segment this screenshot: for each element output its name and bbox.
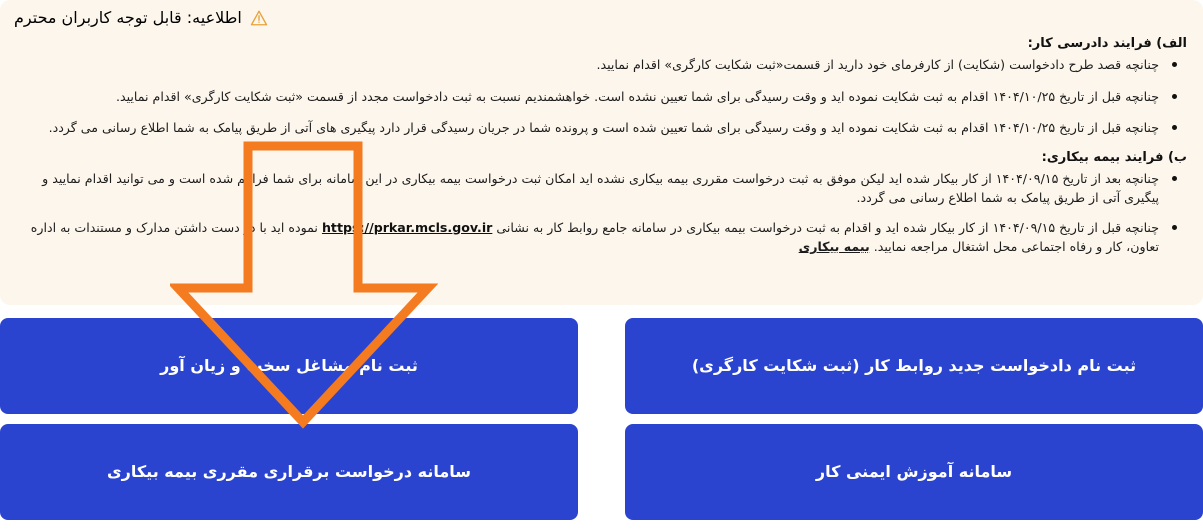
- unemployment-insurance-emphasis: بیمه بیکاری: [798, 239, 870, 255]
- list-item: چنانچه قبل از تاریخ ۱۴۰۴/۱۰/۲۵ اقدام به ثبت شکایت نموده اید و وقت رسیدگی برای شما تعیین شده است و پرونده شما در جریان رسیدگی قرار دارد پیگیری های آتی از طریق پیامک به شما اطلاع رسانی می گردد.: [14, 118, 1163, 138]
- list-item: چنانچه قصد طرح دادخواست (شکایت) از کارفرمای خود دارید از قسمت«ثبت شکایت کارگری» اقدام نمایید.: [14, 55, 1163, 75]
- warning-triangle-icon: [250, 9, 268, 27]
- unemployment-insurance-request-system-button[interactable]: سامانه درخواست برقراری مقرری بیمه بیکاری: [0, 424, 578, 520]
- section-b-heading: ب) فرایند بیمه بیکاری:: [1041, 149, 1187, 165]
- list-item-text: چنانچه قبل از تاریخ ۱۴۰۴/۰۹/۱۵ از کار بیکار شده اید و اقدام به ثبت درخواست بیمه بیکاری در سامانه جامع روابط کار به نشانی: [496, 219, 1159, 235]
- list-item: چنانچه قبل از تاریخ ۱۴۰۴/۱۰/۲۵ اقدام به ثبت شکایت نموده اید و وقت رسیدگی برای شما تعیین نشده است. خواهشمندیم نسبت به ثبت دادخواست مجدد از قسمت «ثبت شکایت کارگری» اقدام نمایید.: [14, 87, 1163, 107]
- notice-header: [14, 8, 1189, 27]
- list-item-with-link: [14, 218, 1163, 257]
- register-new-labor-relations-complaint-button[interactable]: ثبت نام دادخواست جدید روابط کار (ثبت شکایت کارگری): [625, 318, 1203, 414]
- prkar-portal-link[interactable]: https://prkar.mcls.gov.ir: [321, 219, 493, 235]
- notice-title: اطلاعیه: قابل توجه کاربران محترم: [14, 8, 242, 27]
- list-item-text-tail: نموده اید با در دست داشتن مدارک و مستندات به اداره تعاون، کار و رفاه اجتماعی محل اشتغال مراجعه نمایید.: [30, 219, 1159, 255]
- list-item: چنانچه بعد از تاریخ ۱۴۰۴/۰۹/۱۵ از کار بیکار شده اید لیکن موفق به ثبت درخواست مقرری بیمه بیکاری نشده اید امکان ثبت درخواست بیمه بیکاری در این سامانه برای شما فراهم شده است و می توانید اقدام نمایید و پیگیری آتی از طریق پیامک به شما اطلاع رسانی می گردد.: [14, 169, 1163, 208]
- work-safety-training-system-button[interactable]: سامانه آموزش ایمنی کار: [625, 424, 1203, 520]
- section-b-list: [14, 169, 1189, 257]
- section-a-list: [14, 55, 1189, 138]
- primary-actions-grid: [0, 318, 1203, 520]
- register-hard-harmful-jobs-button[interactable]: ثبت نام مشاغل سخت و زیان آور: [0, 318, 578, 414]
- section-a-heading: الف) فرایند دادرسی کار:: [1027, 36, 1187, 51]
